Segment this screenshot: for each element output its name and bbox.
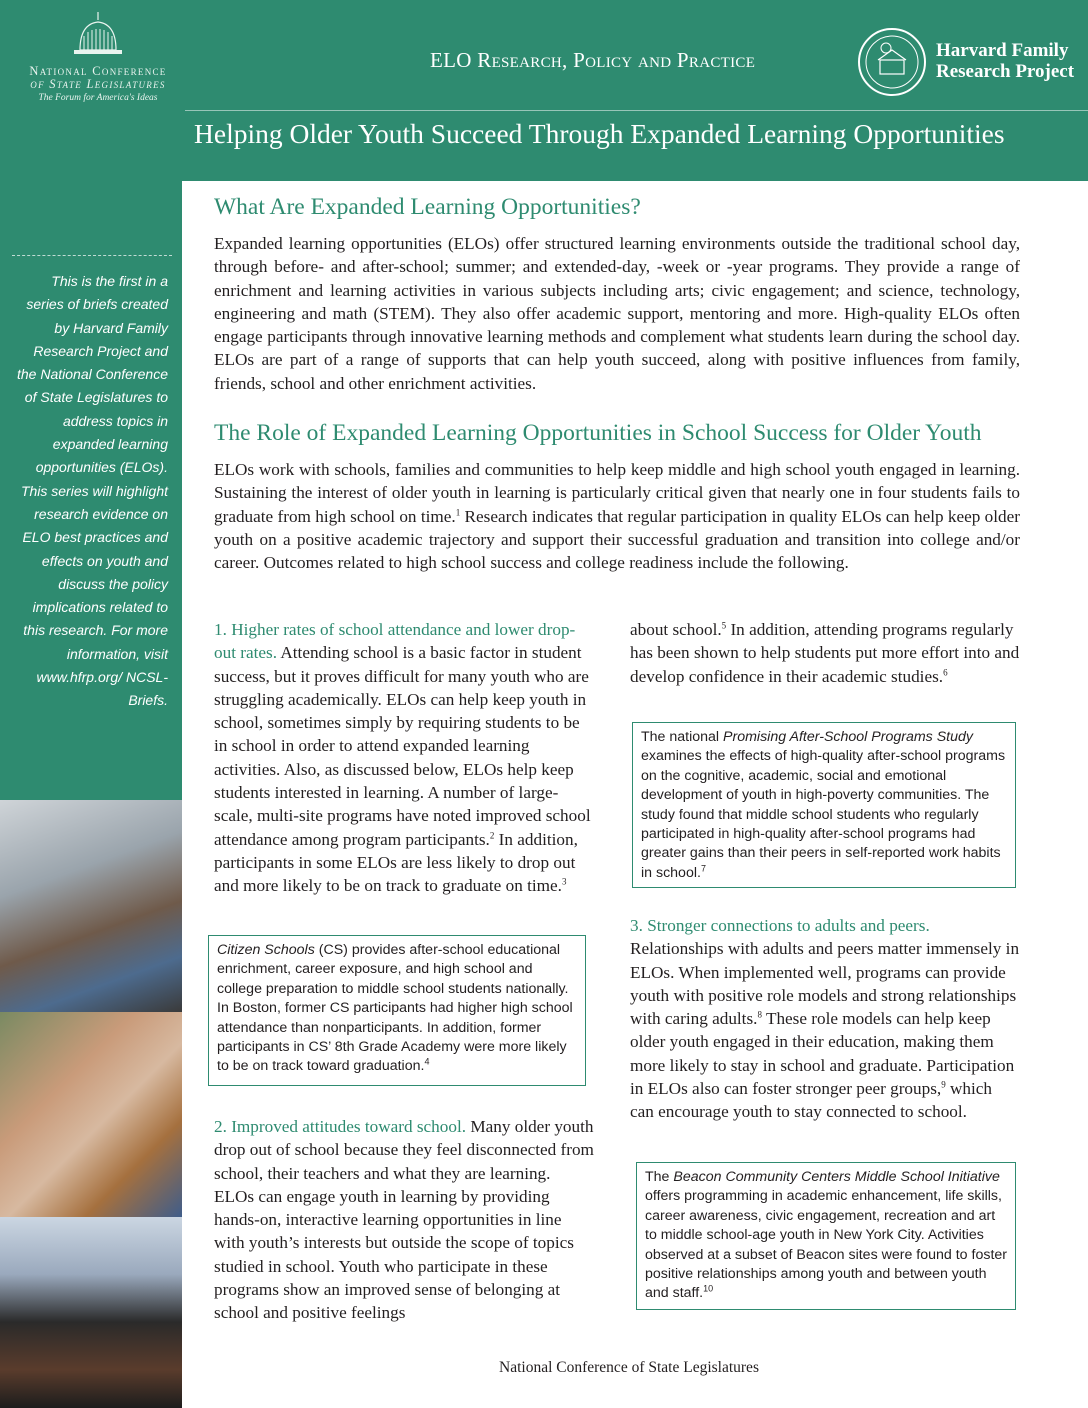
- outcome-2-cont-b: In addition, attending programs regularly has been shown to help students put more effort into and develop confidence in their academic studies.: [630, 620, 1020, 686]
- callout-cs-name: Citizen Schools: [217, 942, 315, 958]
- sidebar-intro: This is the first in a series of briefs created by Harvard Family Research Project and the National Conference of State Legislatures to address topics in expanded learning opportunities (ELOs). This series will highlight research evidence on ELO best practices and effects on youth and discuss the policy implications related to this research. For more information, visit www.hfrp.org/ NCSL-Briefs.: [17, 273, 168, 709]
- series-title: ELO Research, Policy and Practice: [430, 48, 756, 72]
- callout-pas-text: examines the effects of high-quality after-school programs on the cognitive, academic, social and emotional development of youth in high-poverty communities. The study found that middle school students who regularly participated in high-quality after-school programs had greater gains than their peers in self-reported work habits in school.: [641, 748, 1006, 881]
- footer-text: National Conference of State Legislatures: [499, 1359, 759, 1376]
- sidebar-divider: [12, 255, 172, 256]
- outcome-1: [214, 618, 594, 898]
- student-soldering-photo: [0, 800, 182, 1012]
- brief-number: Brief No. 1: [986, 185, 1072, 204]
- callout-cs-text: (CS) provides after-school educational enrichment, career exposure, and high school and college preparation to middle school students nationally. In Boston, former CS participants had higher high school attendance than nonparticipants. In addition, former participants in CS’ 8th Grade Academy were more likely to be on track toward graduation.: [217, 942, 573, 1075]
- org-tagline: The Forum for America's Ideas: [38, 93, 158, 103]
- callout-promising-after-school: [632, 722, 1016, 888]
- outcome-1-heading: 1. Higher rates of school attendance and lower drop-out rates.: [214, 620, 576, 663]
- graduates-photo: [0, 1217, 182, 1408]
- footnote-ref: 7: [700, 863, 706, 874]
- outcome-3-text-b: These role models can help keep older youth engaged in their education, making them more likely to stay in school and graduate. Participation in ELOs also can foster stronger peer groups,: [630, 1009, 1015, 1099]
- callout-beacon-centers: [636, 1162, 1016, 1310]
- page-title: Helping Older Youth Succeed Through Expanded Learning Opportunities: [194, 118, 1005, 149]
- section-text-what: Expanded learning opportunities (ELOs) offer structured learning environments outside the traditional school day, through before- and after-school; summer; and extended-day, -week or -year programs. They provide a range of enrichment and learning activities in various subjects including arts; civic engagement; and science, technology, engineering and math (STEM). They also offer academic support, mentoring and more. High-quality ELOs often engage participants through innovative learning methods and complement what students learn during the school day. ELOs are part of a range of supports that can help youth succeed, along with positive influences from family, friends, school and other enrichment activities.: [214, 234, 1020, 393]
- section-heading-what: What Are Expanded Learning Opportunities?: [214, 194, 641, 220]
- outcome-3-heading: 3. Stronger connections to adults and peers.: [630, 916, 930, 935]
- footnote-ref: 1: [455, 506, 461, 517]
- org-name-line1: National Conference: [29, 64, 167, 78]
- partner-name-line2: Research Project: [936, 61, 1075, 82]
- outcome-2-heading: 2. Improved attitudes toward school.: [214, 1117, 467, 1136]
- callout-beacon-prefix: The: [645, 1169, 674, 1185]
- outcome-2: [214, 1115, 594, 1325]
- callout-citizen-schools: [208, 935, 586, 1086]
- callout-beacon-text: offers programming in academic enhancement, life skills, career awareness, civic engagement, recreation and art to middle school-age youth in New York City. Activities observed at a subset of Beacon sites were found to foster positive relationships among youth and between youth and staff.: [645, 1188, 1007, 1302]
- footnote-ref: 5: [721, 620, 727, 631]
- partner-name-line1: Harvard Family: [936, 40, 1069, 61]
- footnote-ref: 9: [941, 1079, 946, 1090]
- capitol-dome-icon: [68, 10, 128, 60]
- brief-date: August 2011: [976, 208, 1072, 227]
- outcome-3-text-c: which can encourage youth to stay connected to school.: [630, 1079, 993, 1122]
- outcome-2-cont-a: about school.: [630, 620, 722, 639]
- outcome-2-continued: [630, 618, 1020, 688]
- footnote-ref: 10: [703, 1283, 714, 1294]
- role-text-b: Research indicates that regular participation in quality ELOs can help keep older youth on a positive academic trajectory and support their successful graduation and transition into college and/or career. Outcomes related to high school success and college readiness include the following.: [214, 506, 1021, 573]
- page-footer: [0, 1359, 1088, 1377]
- role-text-a: ELOs work with schools, families and communities to help keep middle and high school youth engaged in learning. Sustaining the interest of older youth in learning is particularly critical given that nearly one in four students fails to graduate from high school on time.: [214, 460, 1020, 526]
- footnote-ref: 4: [424, 1056, 430, 1067]
- ncsl-logo: [18, 10, 178, 115]
- outcome-3: [630, 914, 1020, 1124]
- callout-beacon-name: Beacon Community Centers Middle School Initiative: [673, 1169, 1000, 1185]
- hfrp-name: [936, 40, 1074, 82]
- outcome-2-text: Many older youth drop out of school because they feel disconnected from school, their teachers and what they are learning. ELOs can engage youth in learning by providing hands-on, interactive learning opportunities in line with youth’s interests but outside the scope of topics studied in school. Youth who participate in these programs show an improved sense of belonging at school and positive feelings: [214, 1117, 594, 1323]
- callout-pas-name: Promising After-School Programs Study: [723, 729, 973, 745]
- org-name-line2: of State Legislatures: [30, 77, 166, 91]
- outcome-3-text-a: Relationships with adults and peers matter immensely in ELOs. When implemented well, programs can provide youth with positive role models and strong relationships with caring adults.: [630, 939, 1020, 1029]
- hfrp-seal-icon: [858, 28, 926, 96]
- outcome-1-text-b: In addition, participants in some ELOs are less likely to drop out and more likely to be on track to graduate on time.: [214, 829, 578, 896]
- header-divider: [185, 110, 1088, 111]
- outcome-1-text-a: Attending school is a basic factor in student success, but it proves difficult for many youth who are struggling academically. ELOs can help keep youth in school, sometimes simply by requiring students to be in school in order to attend expanded learning activities. Also, as discussed below, ELOs help keep students interested in learning. A number of large-scale, multi-site programs have noted improved school attendance among program participants.: [214, 643, 591, 849]
- callout-pas-prefix: The national: [641, 729, 724, 745]
- footnote-ref: 6: [943, 666, 948, 677]
- footnote-ref: 3: [561, 876, 567, 887]
- students-group-photo: [0, 1012, 182, 1217]
- footnote-ref: 8: [757, 1009, 762, 1020]
- section-text-role: [214, 458, 1020, 574]
- footnote-ref: 2: [489, 829, 495, 840]
- section-heading-role: The Role of Expanded Learning Opportunities in School Success for Older Youth: [214, 420, 982, 446]
